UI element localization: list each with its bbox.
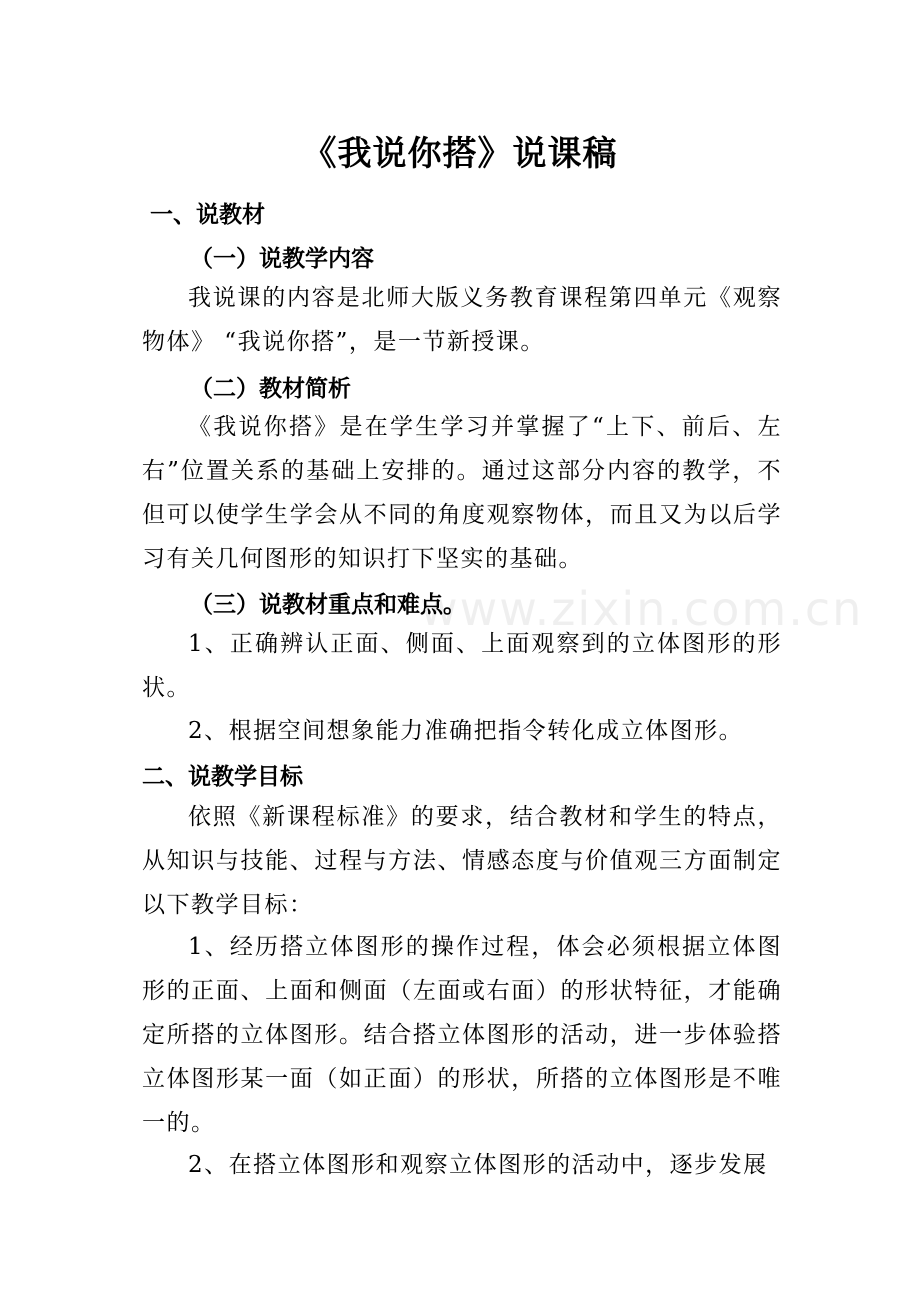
- document-title: 《我说你搭》说课稿: [302, 134, 618, 174]
- subsection-heading-3: （三）说教材重点和难点。: [190, 592, 466, 618]
- paragraph-key-point-1: 1、正确辨认正面、侧面、上面观察到的立体图形的形状。: [142, 631, 782, 701]
- section-heading-1: 一、说教材: [150, 202, 265, 228]
- paragraph-material-analysis: 《我说你搭》是在学生学习并掌握了“上下、前后、左右”位置关系的基础上安排的。通过这部分内容的教学，不但可以使学生学会从不同的角度观察物体，而且又为以后学习有关几何图形的知识打下坚实的基础。: [142, 414, 782, 572]
- paragraph-teaching-content: 我说课的内容是北师大版义务教育课程第四单元《观察物体》 “我说你搭”，是一节新授课。: [142, 285, 782, 355]
- paragraph-goal-2: 2、在搭立体图形和观察立体图形的活动中，逐步发展: [188, 1152, 768, 1178]
- watermark: www.zixin.com.cn: [420, 582, 864, 636]
- paragraph-goal-1: 1、经历搭立体图形的操作过程，体会必须根据立体图形的正面、上面和侧面（左面或右面）的形状特征，才能确定所搭的立体图形。结合搭立体图形的活动，进一步体验搭立体图形某一面（如正面）的形状，所搭的立体图形是不唯一的。: [142, 934, 782, 1136]
- section-heading-2: 二、说教学目标: [142, 764, 303, 790]
- paragraph-key-point-2: 2、根据空间想象能力准确把指令转化成立体图形。: [188, 718, 744, 744]
- subsection-heading-1: （一）说教学内容: [190, 246, 374, 272]
- paragraph-goals-intro: 依照《新课程标准》的要求，结合教材和学生的特点，从知识与技能、过程与方法、情感态度与价值观三方面制定以下教学目标：: [142, 804, 782, 918]
- subsection-heading-2: （二）教材简析: [190, 376, 351, 402]
